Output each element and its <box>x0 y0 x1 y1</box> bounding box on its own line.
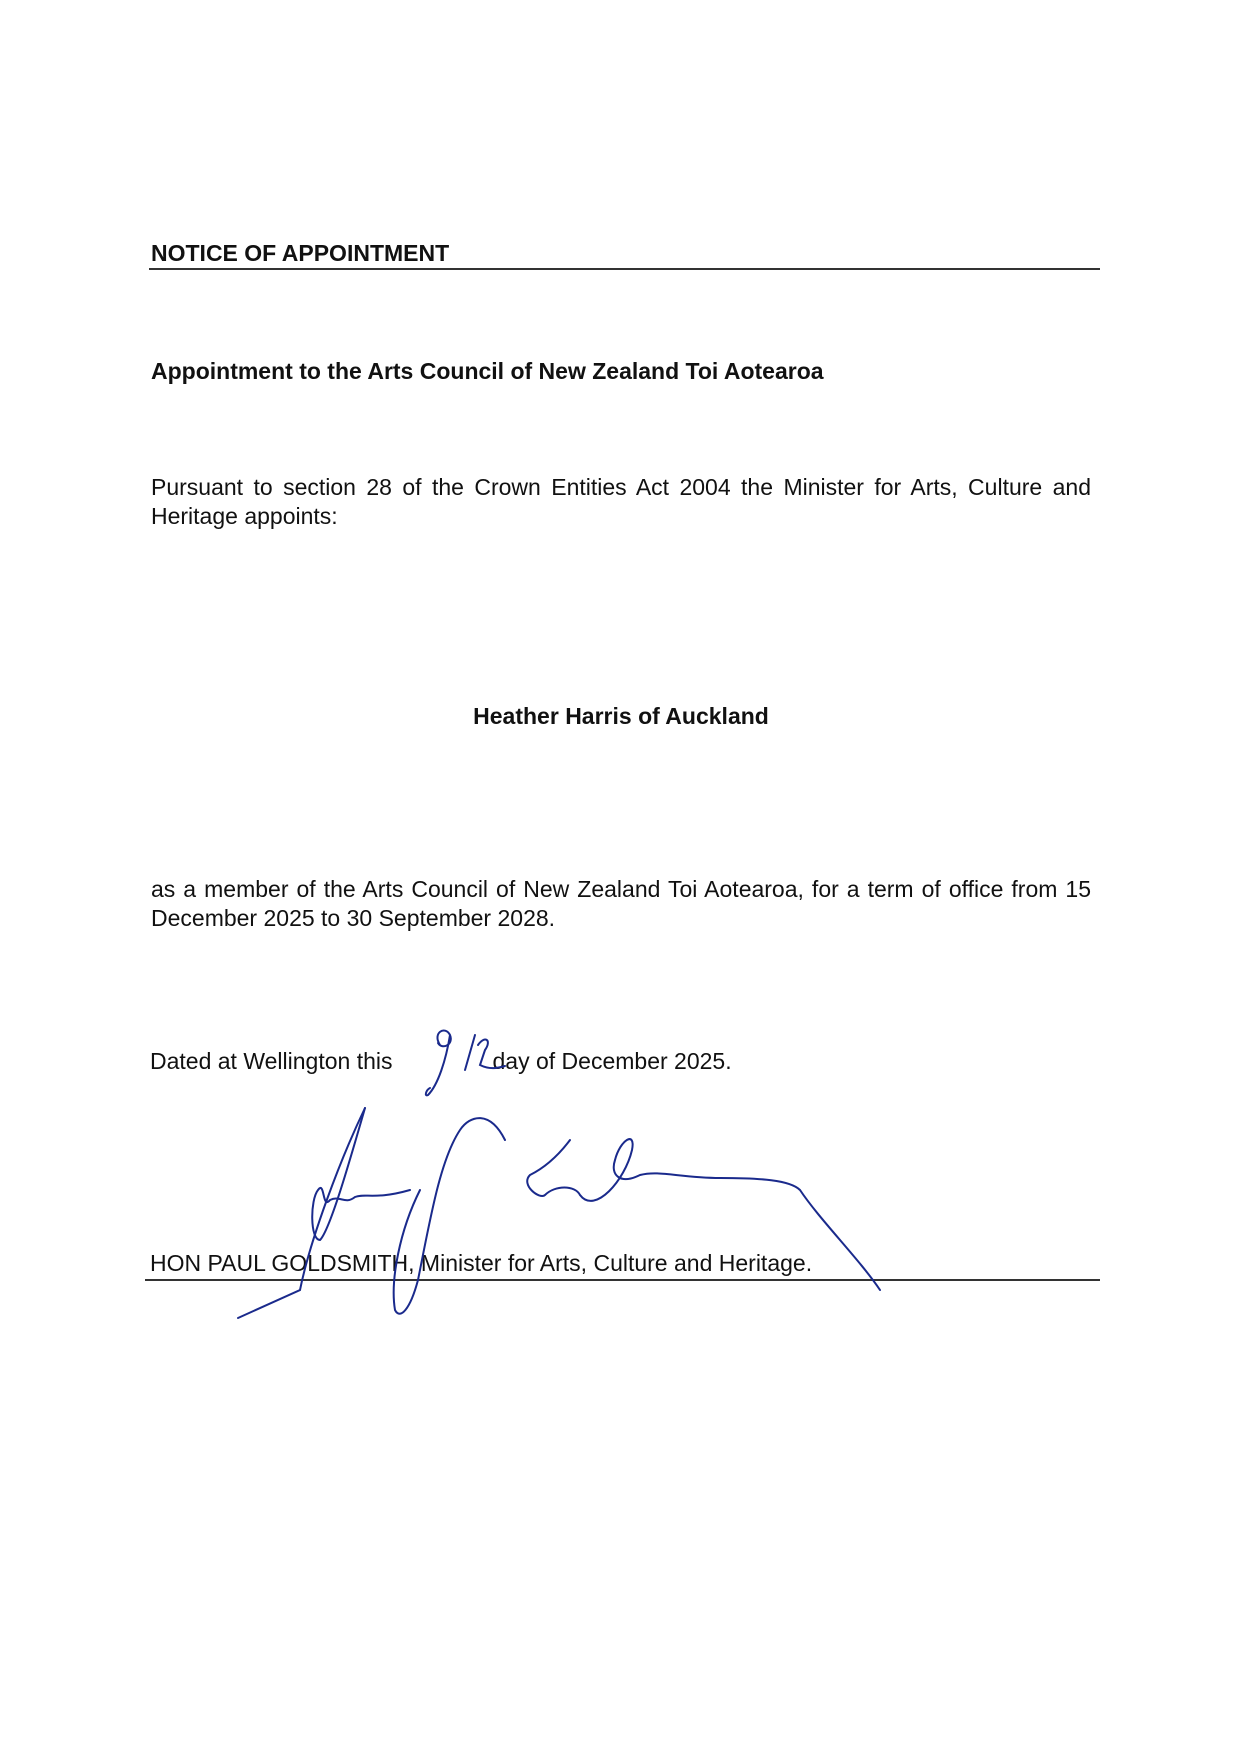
dated-suffix: day of December 2025. <box>492 1048 732 1074</box>
handwritten-day <box>426 1030 505 1095</box>
signatory-line: HON PAUL GOLDSMITH, Minister for Arts, Culture and Heritage. <box>150 1250 813 1276</box>
pursuant-paragraph: Pursuant to section 28 of the Crown Entities Act 2004 the Minister for Arts, Culture and Heritage appoints: <box>151 474 1091 529</box>
notice-title: NOTICE OF APPOINTMENT <box>151 240 450 266</box>
dated-prefix: Dated at Wellington this <box>150 1048 393 1074</box>
appointee-name-text: Heather Harris of Auckland <box>473 703 769 729</box>
appointment-heading: Appointment to the Arts Council of New Zealand Toi Aotearoa <box>151 358 824 384</box>
term-paragraph: as a member of the Arts Council of New Zealand Toi Aotearoa, for a term of office from 15 December 2025 to 30 September 2028. <box>151 876 1091 931</box>
